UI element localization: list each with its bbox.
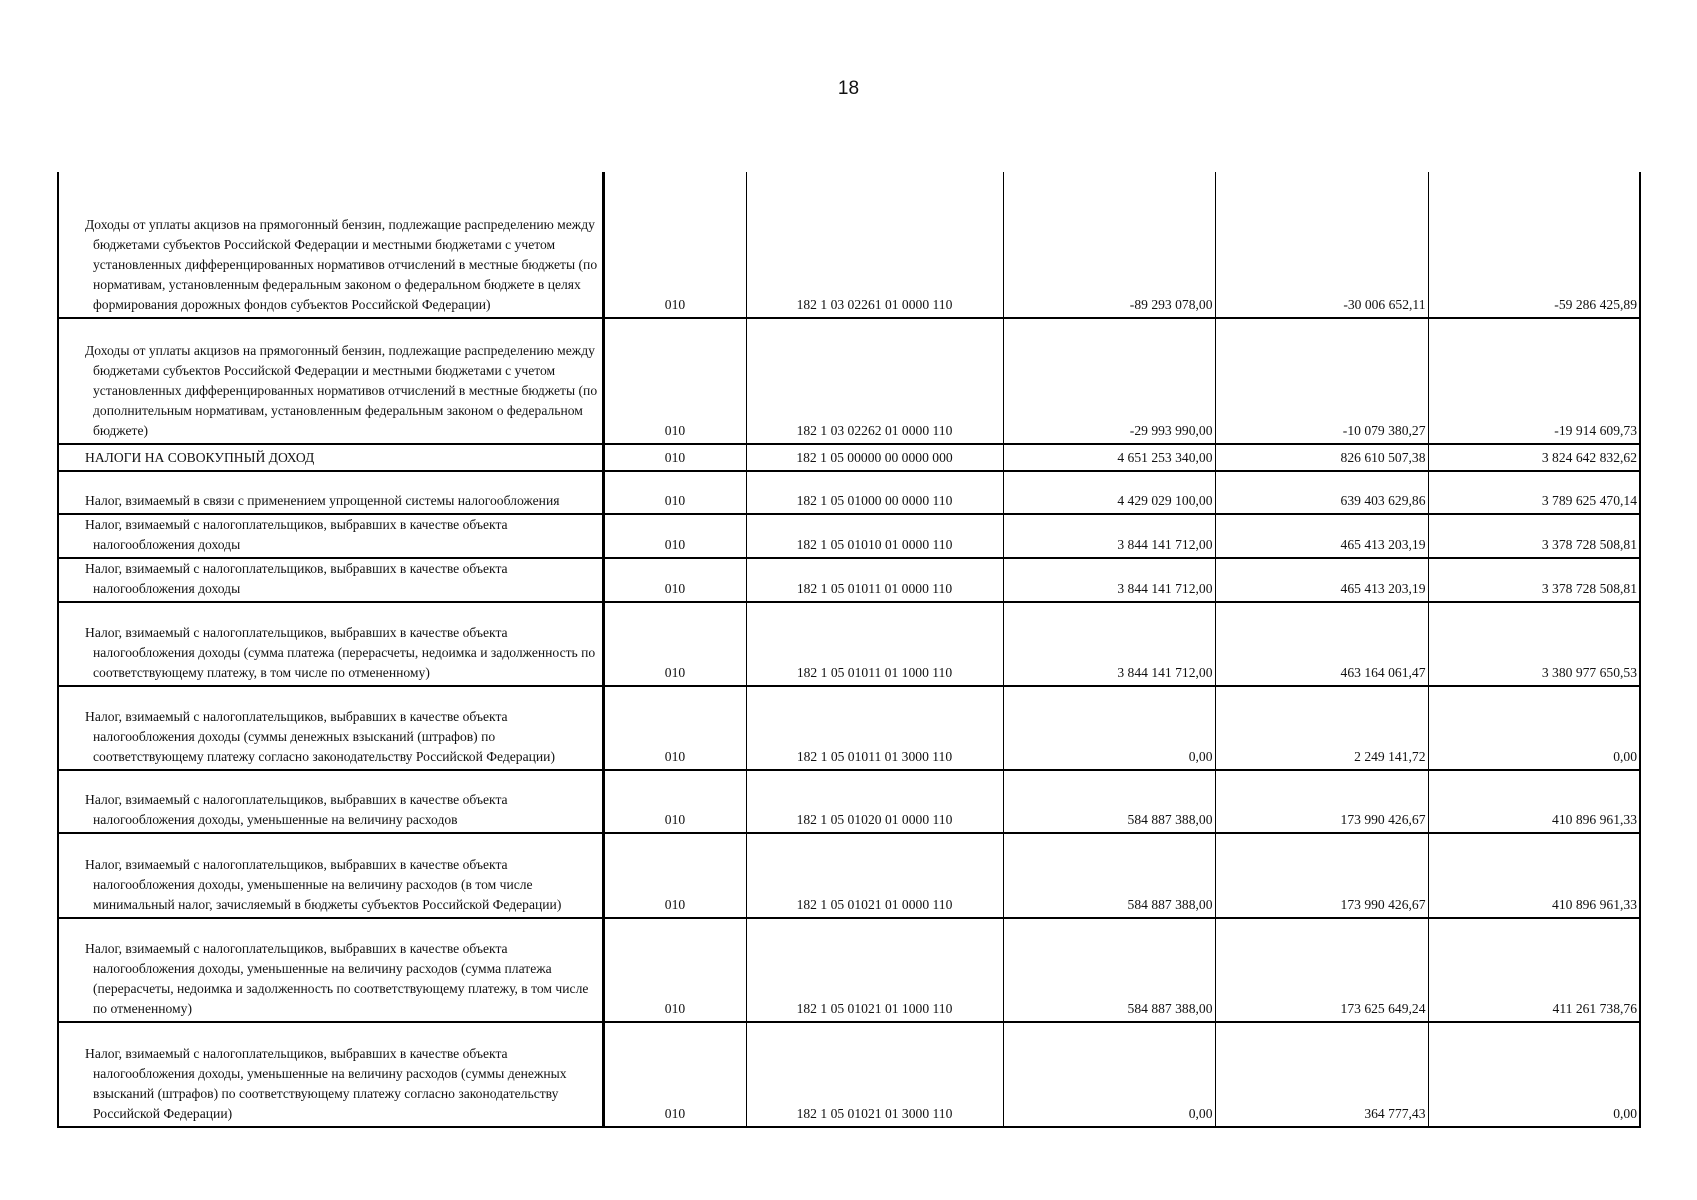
executed-amount-cell: 463 164 061,47 xyxy=(1215,602,1428,686)
budget-classification-code-cell: 182 1 05 01020 01 0000 110 xyxy=(746,770,1003,833)
approved-amount-cell: -29 993 990,00 xyxy=(1003,318,1215,444)
budget-classification-code-cell: 182 1 05 00000 00 0000 000 xyxy=(746,444,1003,471)
unexecuted-amount-cell: -19 914 609,73 xyxy=(1428,318,1640,444)
table-row xyxy=(58,514,1640,558)
table-row xyxy=(58,1022,1640,1127)
line-code-cell: 010 xyxy=(603,444,746,471)
approved-amount-cell: 584 887 388,00 xyxy=(1003,918,1215,1022)
line-code-cell: 010 xyxy=(603,558,746,602)
unexecuted-amount-cell: -59 286 425,89 xyxy=(1428,172,1640,318)
approved-amount-cell: 584 887 388,00 xyxy=(1003,833,1215,918)
budget-classification-code-cell: 182 1 03 02262 01 0000 110 xyxy=(746,318,1003,444)
table-row xyxy=(58,471,1640,514)
executed-amount-cell: -30 006 652,11 xyxy=(1215,172,1428,318)
budget-classification-code-cell: 182 1 05 01011 01 3000 110 xyxy=(746,686,1003,770)
revenue-name-cell: Налог, взимаемый в связи с применением упрощенной системы налогообложения xyxy=(58,471,603,514)
table-row xyxy=(58,318,1640,444)
executed-amount-cell: 173 990 426,67 xyxy=(1215,770,1428,833)
unexecuted-amount-cell: 3 378 728 508,81 xyxy=(1428,558,1640,602)
executed-amount-cell: 826 610 507,38 xyxy=(1215,444,1428,471)
table-row xyxy=(58,770,1640,833)
table-row xyxy=(58,833,1640,918)
budget-classification-code-cell: 182 1 05 01021 01 3000 110 xyxy=(746,1022,1003,1127)
budget-classification-code-cell: 182 1 03 02261 01 0000 110 xyxy=(746,172,1003,318)
unexecuted-amount-cell: 411 261 738,76 xyxy=(1428,918,1640,1022)
line-code-cell: 010 xyxy=(603,686,746,770)
budget-classification-code-cell: 182 1 05 01000 00 0000 110 xyxy=(746,471,1003,514)
unexecuted-amount-cell: 410 896 961,33 xyxy=(1428,770,1640,833)
revenue-name-cell: Доходы от уплаты акцизов на прямогонный бензин, подлежащие распределению между бюджетами субъектов Российской Федерации и местными бюджетами с учетом установленных дифференцированных нормативов отчислений в местные бюджеты (по дополнительным нормативам, установленным федеральным законом о федеральном бюджете) xyxy=(58,318,603,444)
table-row xyxy=(58,172,1640,318)
executed-amount-cell: 173 990 426,67 xyxy=(1215,833,1428,918)
executed-amount-cell: 2 249 141,72 xyxy=(1215,686,1428,770)
revenue-name-cell: Налог, взимаемый с налогоплательщиков, выбравших в качестве объекта налогообложения доходы (суммы денежных взысканий (штрафов) по соответствующему платежу согласно законодательству Российской Федерации) xyxy=(58,686,603,770)
table-row xyxy=(58,918,1640,1022)
budget-classification-code-cell: 182 1 05 01011 01 0000 110 xyxy=(746,558,1003,602)
budget-classification-code-cell: 182 1 05 01021 01 0000 110 xyxy=(746,833,1003,918)
revenue-name-cell: Налог, взимаемый с налогоплательщиков, выбравших в качестве объекта налогообложения доходы, уменьшенные на величину расходов (в том числе минимальный налог, зачисляемый в бюджеты субъектов Российской Федерации) xyxy=(58,833,603,918)
revenue-name-cell: Налог, взимаемый с налогоплательщиков, выбравших в качестве объекта налогообложения доходы (сумма платежа (перерасчеты, недоимка и задолженность по соответствующему платежу, в том числе по отмененному) xyxy=(58,602,603,686)
line-code-cell: 010 xyxy=(603,602,746,686)
line-code-cell: 010 xyxy=(603,471,746,514)
revenue-name-cell: Налог, взимаемый с налогоплательщиков, выбравших в качестве объекта налогообложения доходы, уменьшенные на величину расходов (суммы денежных взысканий (штрафов) по соответствующему платежу согласно законодательству Российской Федерации) xyxy=(58,1022,603,1127)
table-row xyxy=(58,558,1640,602)
revenue-name-cell: НАЛОГИ НА СОВОКУПНЫЙ ДОХОД xyxy=(58,444,603,471)
revenue-name-cell: Налог, взимаемый с налогоплательщиков, выбравших в качестве объекта налогообложения доходы xyxy=(58,558,603,602)
executed-amount-cell: 465 413 203,19 xyxy=(1215,558,1428,602)
table-row xyxy=(58,602,1640,686)
executed-amount-cell: 173 625 649,24 xyxy=(1215,918,1428,1022)
page-number: 18 xyxy=(837,78,860,99)
revenue-name-cell: Доходы от уплаты акцизов на прямогонный бензин, подлежащие распределению между бюджетами субъектов Российской Федерации и местными бюджетами с учетом установленных дифференцированных нормативов отчислений в местные бюджеты (по нормативам, установленным федеральным законом о федеральном бюджете в целях формирования дорожных фондов субъектов Российской Федерации) xyxy=(58,172,603,318)
line-code-cell: 010 xyxy=(603,514,746,558)
approved-amount-cell: 584 887 388,00 xyxy=(1003,770,1215,833)
executed-amount-cell: 465 413 203,19 xyxy=(1215,514,1428,558)
line-code-cell: 010 xyxy=(603,172,746,318)
line-code-cell: 010 xyxy=(603,918,746,1022)
unexecuted-amount-cell: 3 380 977 650,53 xyxy=(1428,602,1640,686)
revenue-name-cell: Налог, взимаемый с налогоплательщиков, выбравших в качестве объекта налогообложения доходы xyxy=(58,514,603,558)
unexecuted-amount-cell: 0,00 xyxy=(1428,1022,1640,1127)
line-code-cell: 010 xyxy=(603,833,746,918)
unexecuted-amount-cell: 410 896 961,33 xyxy=(1428,833,1640,918)
approved-amount-cell: 0,00 xyxy=(1003,686,1215,770)
unexecuted-amount-cell: 3 378 728 508,81 xyxy=(1428,514,1640,558)
executed-amount-cell: 639 403 629,86 xyxy=(1215,471,1428,514)
approved-amount-cell: 3 844 141 712,00 xyxy=(1003,558,1215,602)
line-code-cell: 010 xyxy=(603,1022,746,1127)
executed-amount-cell: 364 777,43 xyxy=(1215,1022,1428,1127)
budget-table-body xyxy=(58,172,1640,1127)
table-row xyxy=(58,444,1640,471)
approved-amount-cell: 3 844 141 712,00 xyxy=(1003,514,1215,558)
unexecuted-amount-cell: 0,00 xyxy=(1428,686,1640,770)
budget-classification-code-cell: 182 1 05 01010 01 0000 110 xyxy=(746,514,1003,558)
budget-revenue-table xyxy=(57,172,1641,1128)
unexecuted-amount-cell: 3 824 642 832,62 xyxy=(1428,444,1640,471)
revenue-name-cell: Налог, взимаемый с налогоплательщиков, выбравших в качестве объекта налогообложения доходы, уменьшенные на величину расходов (сумма платежа (перерасчеты, недоимка и задолженность по соответствующему платежу, в том числе по отмененному) xyxy=(58,918,603,1022)
approved-amount-cell: -89 293 078,00 xyxy=(1003,172,1215,318)
approved-amount-cell: 0,00 xyxy=(1003,1022,1215,1127)
executed-amount-cell: -10 079 380,27 xyxy=(1215,318,1428,444)
approved-amount-cell: 4 429 029 100,00 xyxy=(1003,471,1215,514)
approved-amount-cell: 4 651 253 340,00 xyxy=(1003,444,1215,471)
line-code-cell: 010 xyxy=(603,318,746,444)
approved-amount-cell: 3 844 141 712,00 xyxy=(1003,602,1215,686)
unexecuted-amount-cell: 3 789 625 470,14 xyxy=(1428,471,1640,514)
revenue-name-cell: Налог, взимаемый с налогоплательщиков, выбравших в качестве объекта налогообложения доходы, уменьшенные на величину расходов xyxy=(58,770,603,833)
table-row xyxy=(58,686,1640,770)
budget-classification-code-cell: 182 1 05 01011 01 1000 110 xyxy=(746,602,1003,686)
budget-classification-code-cell: 182 1 05 01021 01 1000 110 xyxy=(746,918,1003,1022)
line-code-cell: 010 xyxy=(603,770,746,833)
